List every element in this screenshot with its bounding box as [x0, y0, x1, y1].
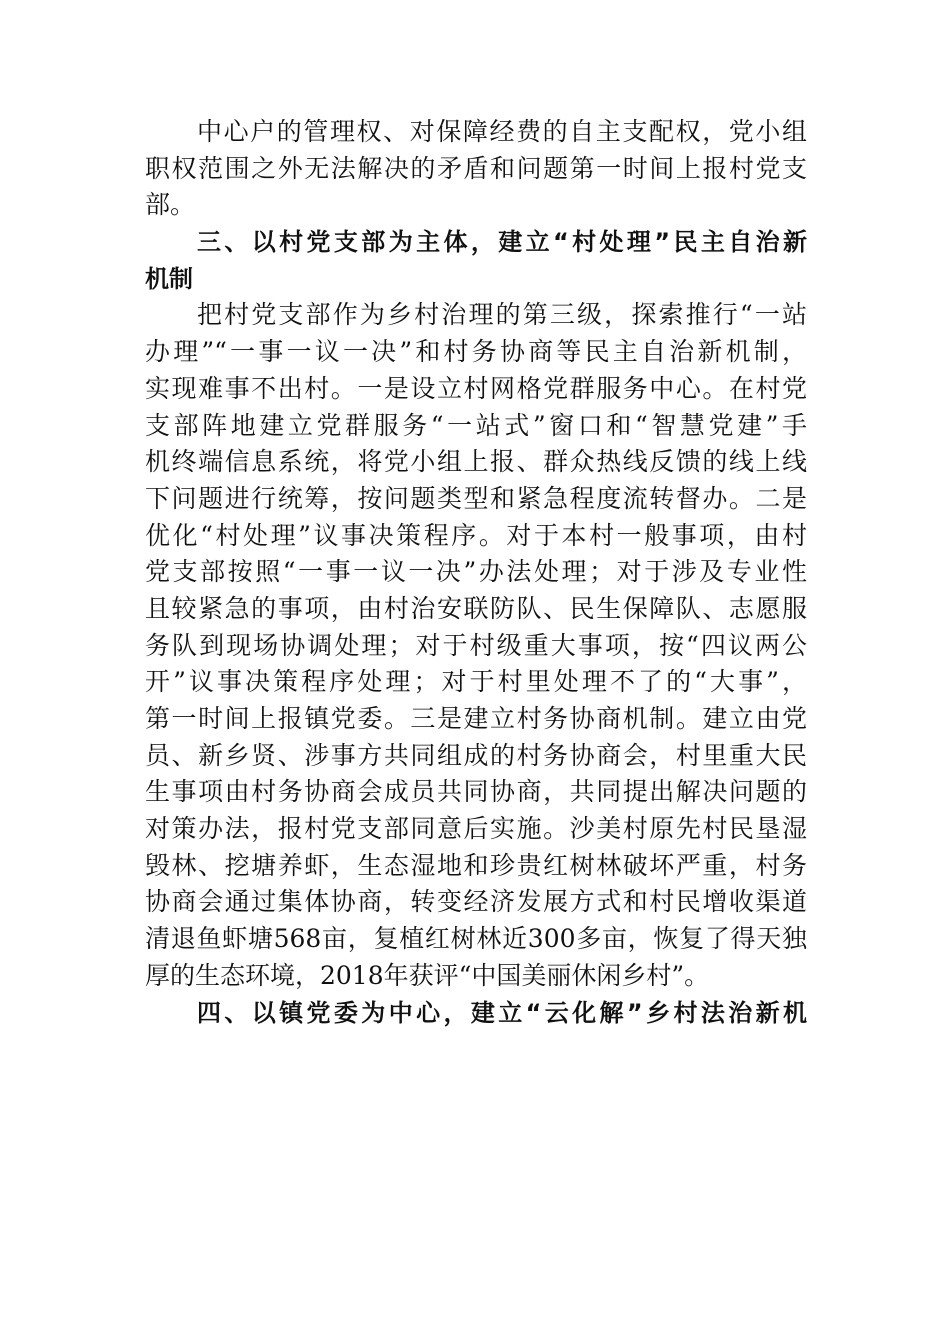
section-heading-four — [145, 995, 807, 1032]
text-line: 开”议事决策程序处理；对于村里处理不了的“大事”， — [145, 667, 807, 697]
section-heading-three — [145, 224, 807, 297]
text-line: 优化“村处理”议事决策程序。对于本村一般事项，由村 — [145, 520, 807, 550]
paragraph-main — [145, 297, 807, 994]
text-line: 职权范围之外无法解决的矛盾和问题第一时间上报村党支 — [145, 153, 807, 183]
heading-line: 三、以村党支部为主体，建立“村处理”民主自治新 — [197, 228, 807, 257]
heading-line: 机制 — [145, 264, 193, 293]
text-line: 对策办法，报村党支部同意后实施。沙美村原先村民垦湿 — [145, 814, 807, 844]
text-line: 毁林、挖塘养虾，生态湿地和珍贵红树林破坏严重，村务 — [145, 850, 807, 880]
text-line: 下问题进行统筹，按问题类型和紧急程度流转督办。二是 — [145, 483, 807, 513]
text-line: 清退鱼虾塘568亩，复植红树林近300多亩，恢复了得天独 — [145, 924, 807, 954]
text-line: 务队到现场协调处理；对于村级重大事项，按“四议两公 — [145, 630, 807, 660]
text-line: 中心户的管理权、对保障经费的自主支配权，党小组 — [197, 117, 807, 146]
text-line: 把村党支部作为乡村治理的第三级，探索推行“一站 — [197, 300, 807, 330]
text-line: 机终端信息系统，将党小组上报、群众热线反馈的线上线 — [145, 447, 807, 477]
text-line: 党支部按照“一事一议一决”办法处理；对于涉及专业性 — [145, 557, 807, 587]
heading-line: 四、以镇党委为中心，建立“云化解”乡村法治新机 — [197, 998, 807, 1027]
text-line: 且较紧急的事项，由村治安联防队、民生保障队、志愿服 — [145, 593, 807, 623]
document-body — [145, 114, 807, 1031]
text-line: 协商会通过集体协商，转变经济发展方式和村民增收渠道 — [145, 887, 807, 917]
text-line: 办理”“一事一议一决”和村务协商等民主自治新机制， — [145, 337, 807, 367]
text-line: 员、新乡贤、涉事方共同组成的村务协商会，村里重大民 — [145, 740, 807, 770]
text-line: 实现难事不出村。一是设立村网格党群服务中心。在村党 — [145, 373, 807, 403]
text-line: 厚的生态环境，2018年获评“中国美丽休闲乡村”。 — [145, 960, 710, 990]
text-line: 第一时间上报镇党委。三是建立村务协商机制。建立由党 — [145, 704, 807, 733]
text-line: 生事项由村务协商会成员共同协商，共同提出解决问题的 — [145, 777, 807, 807]
text-line: 支部阵地建立党群服务“一站式”窗口和“智慧党建”手 — [145, 410, 807, 440]
paragraph-continuation — [145, 114, 807, 224]
text-line: 部。 — [145, 190, 196, 220]
